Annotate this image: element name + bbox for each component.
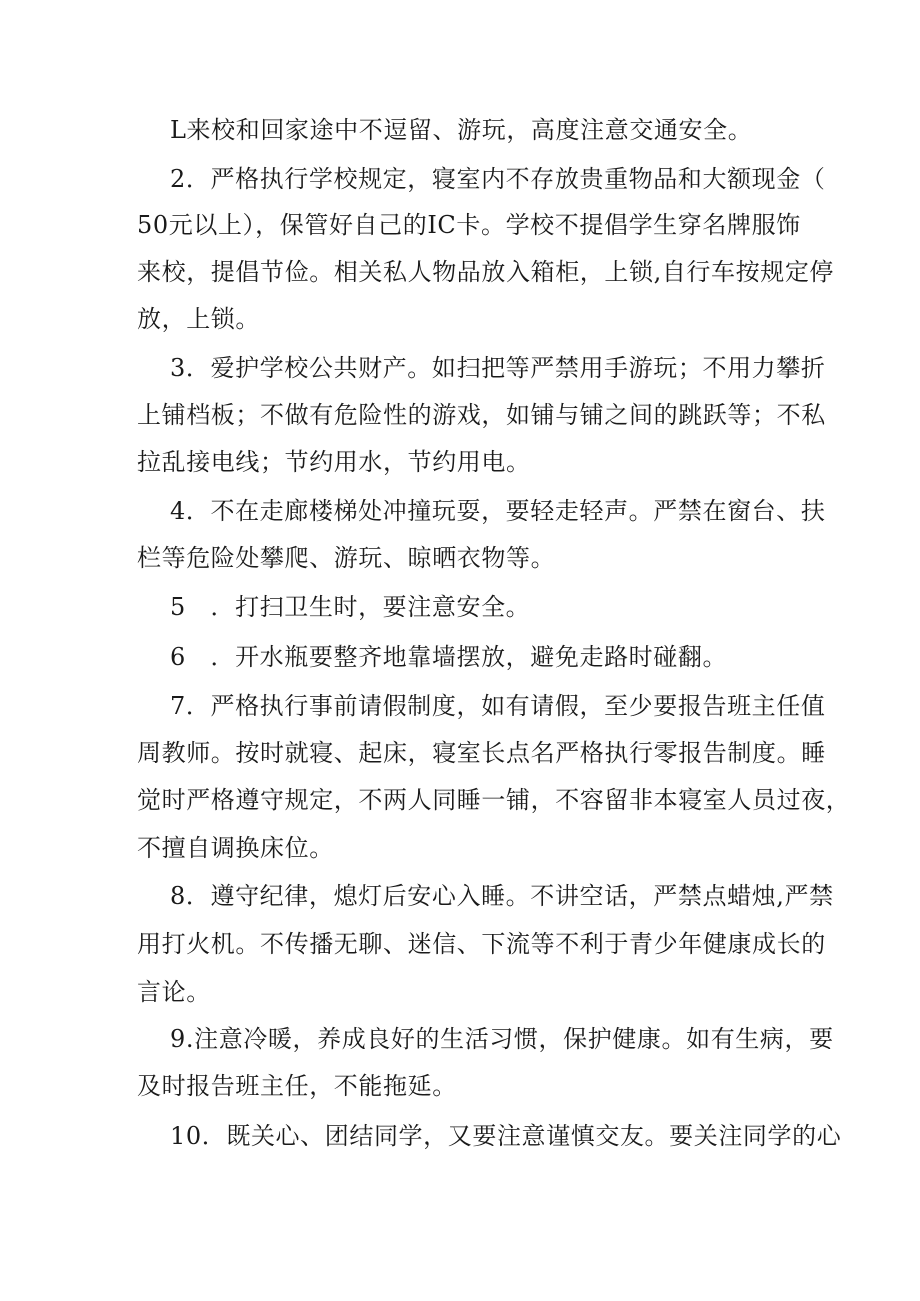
text-line: L来校和回家途中不逗留、游玩，高度注意交通安全。 xyxy=(170,116,753,144)
text-line: 用打火机。不传播无聊、迷信、下流等不利于青少年健康成长的 xyxy=(137,930,826,958)
text-line: 觉时严格遵守规定，不两人同睡一铺，不容留非本寝室人员过夜， xyxy=(137,786,851,814)
text-line: 8．遵守纪律，熄灯后安心入睡。不讲空话，严禁点蜡烛,严禁 xyxy=(170,882,834,910)
text-line: 2．严格执行学校规定，寝室内不存放贵重物品和大额现金（ xyxy=(170,165,826,193)
text-line: 拉乱接电线；节约用水，节约用电。 xyxy=(137,448,531,476)
text-line: 上铺档板；不做有危险性的游戏，如铺与铺之间的跳跃等；不私 xyxy=(137,401,826,429)
text-line: 9.注意冷暖，养成良好的生活习惯，保护健康。如有生病，要 xyxy=(170,1025,834,1053)
text-line: 及时报告班主任，不能拖延。 xyxy=(137,1072,457,1100)
text-line: 不擅自调换床位。 xyxy=(137,834,334,862)
text-line: 周教师。按时就寝、起床，寝室长点名严格执行零报告制度。睡 xyxy=(137,739,826,767)
text-line: 50元以上），保管好自己的IC卡。学校不提倡学生穿名牌服饰 xyxy=(137,211,801,239)
text-line: 栏等危险处攀爬、游玩、晾晒衣物等。 xyxy=(137,544,556,572)
text-line: 5 ．打扫卫生时，要注意安全。 xyxy=(170,593,531,621)
text-line: 来校，提倡节俭。相关私人物品放入箱柜，上锁,自行车按规定停 xyxy=(137,258,835,286)
text-line: 4．不在走廊楼梯处冲撞玩耍，要轻走轻声。严禁在窗台、扶 xyxy=(170,497,826,525)
text-line: 7．严格执行事前请假制度，如有请假，至少要报告班主任值 xyxy=(170,692,826,720)
text-line: 言论。 xyxy=(137,978,211,1006)
text-line: 10．既关心、团结同学，又要注意谨慎交友。要关注同学的心 xyxy=(170,1122,842,1150)
text-line: 3．爱护学校公共财产。如扫把等严禁用手游玩；不用力攀折 xyxy=(170,354,826,382)
text-line: 放，上锁。 xyxy=(137,305,260,333)
text-line: 6 ．开水瓶要整齐地靠墙摆放，避免走路时碰翻。 xyxy=(170,643,728,671)
